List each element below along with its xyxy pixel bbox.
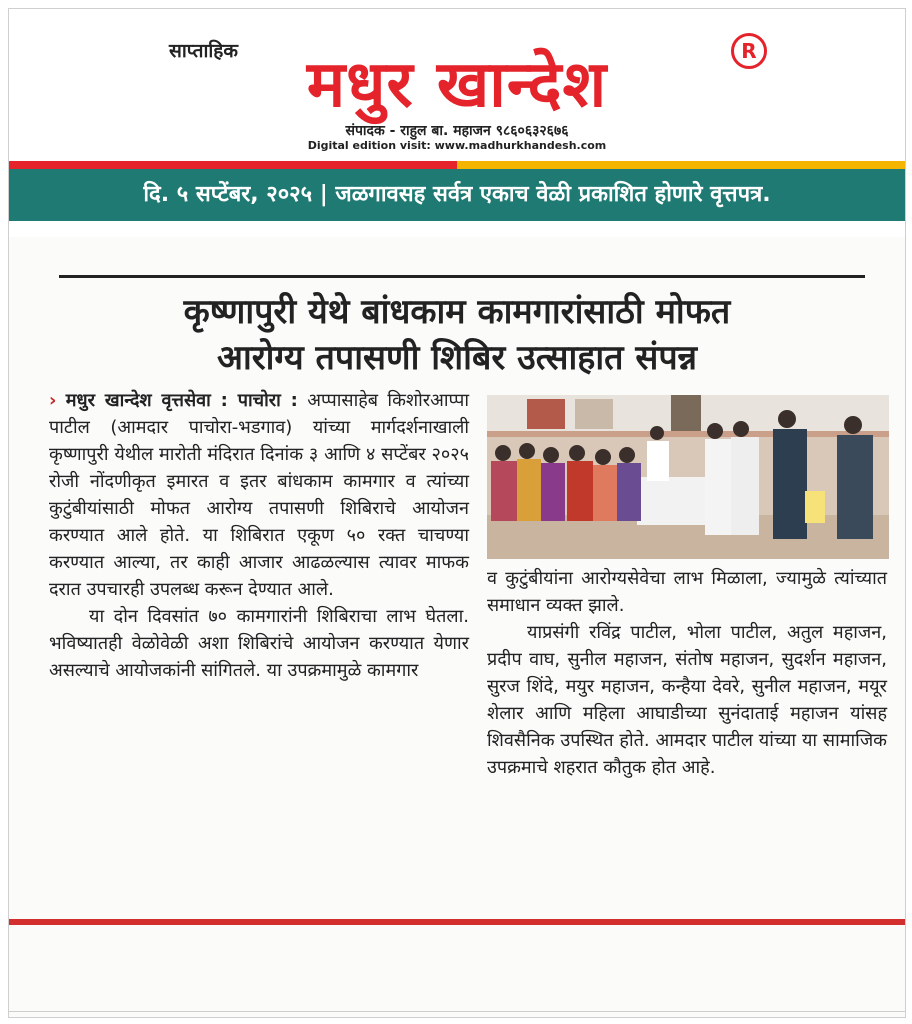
page-frame xyxy=(8,8,906,1018)
byline-marker-icon: › xyxy=(49,390,57,411)
article-headline xyxy=(29,289,885,381)
stripe-yellow xyxy=(457,161,905,169)
masthead-brand: मधुर खान्देश xyxy=(306,48,608,122)
masthead-editor: संपादक - राहुल बा. महाजन ९८६०६३२६७६ xyxy=(345,123,569,139)
date-banner: दि. ५ सप्टेंबर, २०२५ | जळगावसह सर्वत्र एकाच वेळी प्रकाशित होणारे वृत्तपत्र. xyxy=(9,169,905,221)
masthead-stripes xyxy=(9,161,905,169)
article-paragraph-4: याप्रसंगी रविंद्र पाटील, भोला पाटील, अतुल महाजन, प्रदीप वाघ, सुनील महाजन, संतोष महाजन, सुदर्शन महाजन, सुरज शिंदे, मयुर महाजन, कन्हैया देवरे, सुनील महाजन, मयूर शेलार आणि महिला आघाडीच्या सुनंदाताई महाजन यांसह शिवसैनिक उपस्थित होते. आमदार पाटील यांच्या या सामाजिक उपक्रमाचे शहरात कौतुक होत आहे. xyxy=(487,622,887,778)
masthead xyxy=(9,9,905,169)
article-left-column xyxy=(49,387,469,684)
news-article xyxy=(9,237,905,1017)
page-bottom-divider xyxy=(9,1011,905,1012)
stripe-red xyxy=(9,161,457,169)
article-right-column xyxy=(487,565,887,781)
article-paragraph-3: व कुटुंबीयांना आरोग्यसेवेचा लाभ मिळाला, ज्यामुळे त्यांच्यात समाधान व्यक्त झाले. xyxy=(487,568,887,616)
registered-mark-icon: R xyxy=(731,33,767,69)
article-byline: मधुर खान्देश वृत्तसेवा : पाचोरा : xyxy=(65,390,298,411)
headline-line-1: कृष्णापुरी येथे बांधकाम कामगारांसाठी मोफत xyxy=(183,292,731,332)
masthead-tagline: साप्ताहिक xyxy=(169,40,238,62)
masthead-web-link[interactable]: Digital edition visit: www.madhurkhandesh.com xyxy=(307,139,607,152)
article-bottom-rule xyxy=(9,919,905,925)
article-photo xyxy=(487,395,889,559)
headline-line-2: आरोग्य तपासणी शिबिर उत्साहात संपन्न xyxy=(216,338,698,378)
article-top-rule xyxy=(59,275,865,278)
article-paragraph-1: अप्पासाहेब किशोरआप्पा पाटील (आमदार पाचोरा-भडगाव) यांच्या मार्गदर्शनाखाली कृष्णापुरी येथील मारोती मंदिरात दिनांक ३ आणि ४ सप्टेंबर २०२५ रोजी नोंदणीकृत इमारत व इतर बांधकाम कामगार व त्यांच्या कुटुंबीयांसाठी मोफत आरोग्य तपासणी शिबिराचे आयोजन करण्यात आले होते. या शिबिरात एकूण ५० रक्त चाचण्या करण्यात आल्या, तर काही आजार आढळल्यास त्यावर माफक दरात उपचारही उपलब्ध करून देण्यात आले. xyxy=(49,390,469,600)
article-paragraph-2: या दोन दिवसांत ७० कामगारांनी शिबिराचा लाभ घेतला. भविष्यातही वेळोवेळी अशा शिबिरांचे आयोजन करण्यात येणार असल्याचे आयोजकांनी सांगितले. या उपक्रमामुळे कामगार xyxy=(49,606,469,681)
